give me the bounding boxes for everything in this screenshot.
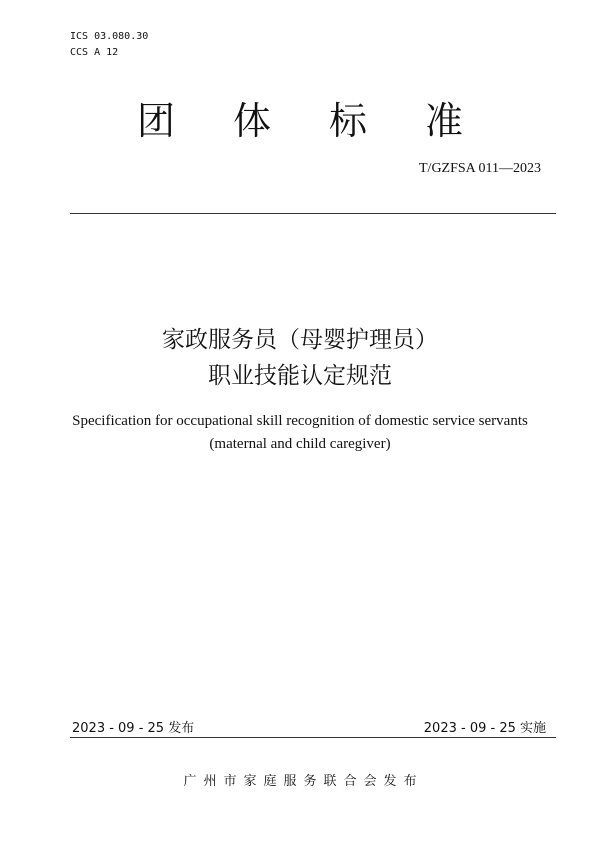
classification-codes <box>70 29 148 61</box>
top-divider <box>70 213 556 214</box>
ccs-code: CCS A 12 <box>70 47 119 58</box>
issuing-organization: 广州市家庭服务联合会发布 <box>183 774 424 789</box>
english-title-line-1: Specification for occupational skill recognition of domestic service servants <box>72 413 528 429</box>
english-title-line-2: (maternal and child caregiver) <box>209 436 391 452</box>
document-type-heading: 团体标准 <box>136 99 521 143</box>
implement-date: 2023 - 09 - 25 实施 <box>423 721 546 736</box>
bottom-divider <box>70 737 556 738</box>
english-title <box>0 410 600 456</box>
chinese-title-line-2: 职业技能认定规范 <box>208 363 392 389</box>
publish-date: 2023 - 09 - 25 发布 <box>72 721 195 736</box>
ics-code: ICS 03.080.30 <box>70 31 149 42</box>
standard-number: T/GZFSA 011—2023 <box>419 161 541 176</box>
chinese-title <box>0 322 600 394</box>
chinese-title-line-1: 家政服务员（母婴护理员） <box>162 327 438 353</box>
